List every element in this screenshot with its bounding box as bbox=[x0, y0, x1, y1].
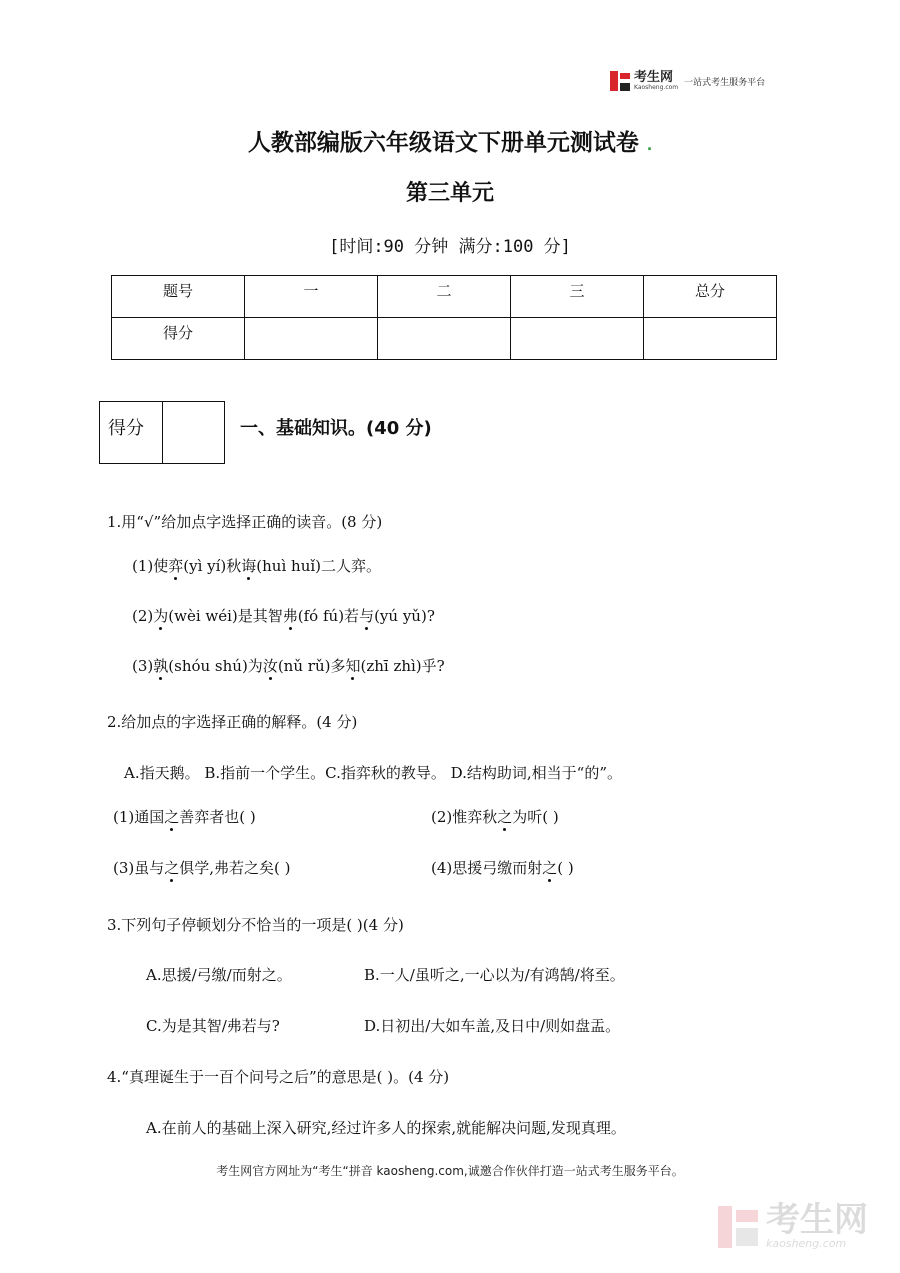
question-4-option-a: A.在前人的基础上深入研究,经过许多人的探索,就能解决问题,发现真理。 bbox=[146, 1119, 626, 1137]
score-cell bbox=[245, 318, 378, 360]
kaosheng-logo-icon bbox=[610, 71, 630, 91]
table-header-cell: 二 bbox=[378, 276, 511, 318]
question-1-stem: 1.用“√”给加点字选择正确的读音。(8 分) bbox=[107, 513, 383, 531]
question-2-item-1: (1)通国之善弈者也( ) bbox=[113, 808, 256, 826]
question-3-stem: 3.下列句子停顿划分不恰当的一项是( )(4 分) bbox=[107, 916, 404, 934]
table-header-cell: 一 bbox=[245, 276, 378, 318]
question-4-stem: 4.“真理诞生于一百个问号之后”的意思是( )。(4 分) bbox=[107, 1068, 450, 1086]
question-2-options: A.指天鹅。 B.指前一个学生。C.指弈秋的教导。 D.结构助词,相当于“的”。 bbox=[124, 764, 623, 782]
question-1-item-1: (1)使弈(yì yí)秋诲(huì huǐ)二人弈。 bbox=[132, 557, 382, 575]
logo-domain: Kaosheng.com bbox=[634, 84, 679, 91]
question-1-item-3: (3)孰(shóu shú)为汝(nǔ rǔ)多知(zhī zhì)乎? bbox=[132, 657, 445, 675]
score-table-score-row bbox=[112, 318, 777, 360]
header-logo bbox=[610, 70, 765, 92]
page-footer: 考生网官方网址为“考生“拼音 kaosheng.com,诚邀合作伙伴打造一站式考生服务平台。 bbox=[216, 1164, 684, 1178]
question-3-option-d: D.日初出/大如车盖,及日中/则如盘盂。 bbox=[364, 1017, 621, 1035]
section-score-label: 得分 bbox=[100, 402, 163, 463]
question-2-item-3: (3)虽与之俱学,弗若之矣( ) bbox=[113, 859, 291, 877]
section-score-box bbox=[99, 401, 225, 464]
question-3-option-a: A.思援/弓缴/而射之。 bbox=[146, 966, 292, 984]
watermark-logo-icon bbox=[718, 1206, 760, 1248]
score-table bbox=[111, 275, 777, 360]
watermark-name: 考生网 bbox=[766, 1200, 868, 1240]
score-cell bbox=[511, 318, 644, 360]
page-title bbox=[0, 124, 900, 157]
watermark-domain: kaosheng.com bbox=[766, 1237, 847, 1250]
question-2-item-4: (4)思援弓缴而射之( ) bbox=[431, 859, 574, 877]
score-cell bbox=[378, 318, 511, 360]
exam-time-info: [时间:90 分钟 满分:100 分] bbox=[329, 237, 571, 257]
page-title-text: 人教部编版六年级语文下册单元测试卷 bbox=[247, 130, 639, 156]
question-3-option-b: B.一人/虽听之,一心以为/有鸿鹄/将至。 bbox=[364, 966, 625, 984]
table-row-label: 得分 bbox=[112, 318, 245, 360]
question-3-option-c: C.为是其智/弗若与? bbox=[146, 1017, 280, 1035]
question-1-item-2: (2)为(wèi wéi)是其智弗(fó fú)若与(yú yǔ)? bbox=[132, 607, 435, 625]
question-2-stem: 2.给加点的字选择正确的解释。(4 分) bbox=[107, 713, 358, 731]
title-mark: . bbox=[646, 138, 653, 154]
table-header-cell: 总分 bbox=[644, 276, 777, 318]
logo-slogan: 一站式考生服务平台 bbox=[684, 77, 766, 88]
logo-name: 考生网 bbox=[634, 70, 674, 85]
table-header-cell: 三 bbox=[511, 276, 644, 318]
unit-title: 第三单元 bbox=[405, 181, 494, 206]
watermark bbox=[718, 1200, 868, 1250]
question-2-item-2: (2)惟弈秋之为听( ) bbox=[431, 808, 559, 826]
score-cell bbox=[644, 318, 777, 360]
score-table-header-row bbox=[112, 276, 777, 318]
table-header-cell: 题号 bbox=[112, 276, 245, 318]
section-heading: 一、基础知识。(40 分) bbox=[240, 418, 432, 439]
